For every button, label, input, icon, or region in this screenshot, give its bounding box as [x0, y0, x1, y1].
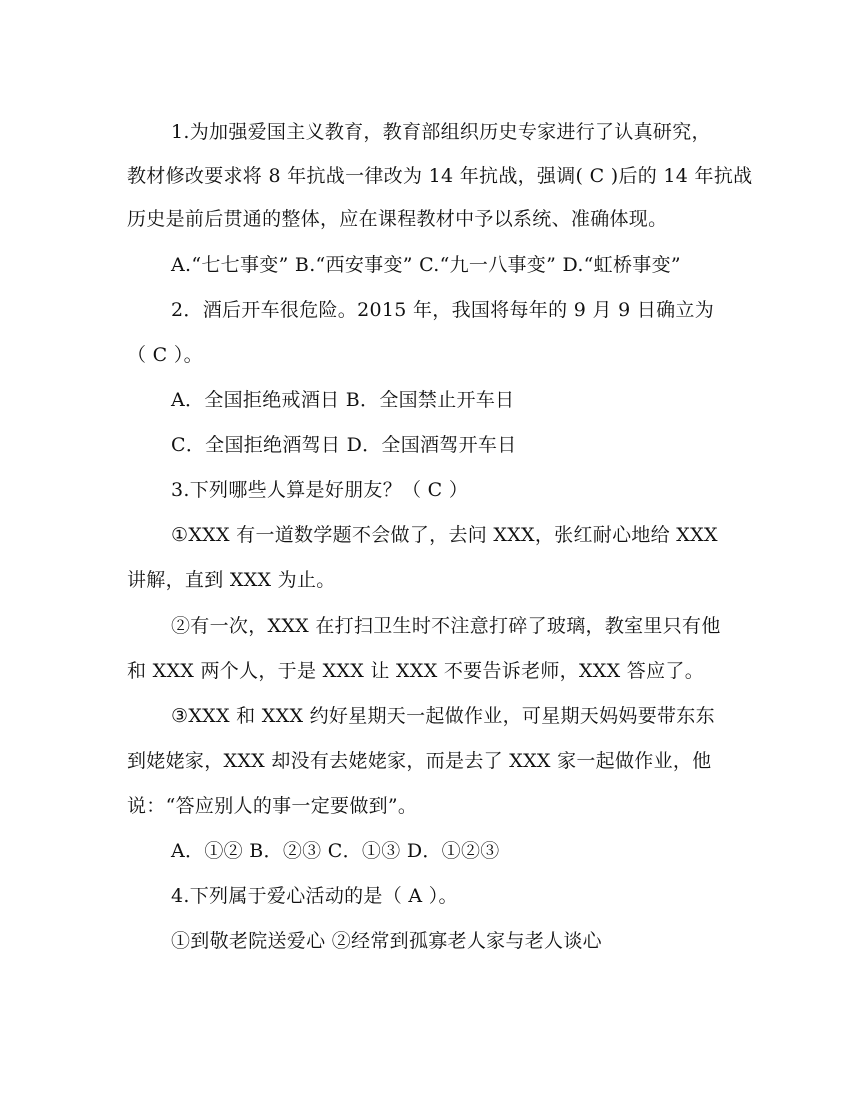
q3-item-2-line-2: 和 XXX 两个人，于是 XXX 让 XXX 不要告诉老师，XXX 答应了。	[127, 660, 704, 682]
q1-text-line-3: 历史是前后贯通的整体，应在课程教材中予以系统、准确体现。	[127, 208, 668, 230]
q3-question: 3.下列哪些人算是好朋友？（ C ）	[171, 479, 469, 501]
q2-options-line-2: C．全国拒绝酒驾日 D．全国酒驾开车日	[171, 434, 517, 456]
q2-text-line-1: 2．酒后开车很危险。2015 年，我国将每年的 9 月 9 日确立为	[171, 299, 715, 321]
q3-item-3-line-1: ③XXX 和 XXX 约好星期天一起做作业，可星期天妈妈要带东东	[171, 705, 715, 727]
q3-item-1-line-1: ①XXX 有一道数学题不会做了，去问 XXX，张红耐心地给 XXX	[171, 524, 718, 546]
q3-options: A．①② B．②③ C．①③ D．①②③	[171, 840, 500, 862]
q2-options-line-1: A．全国拒绝戒酒日 B．全国禁止开车日	[171, 389, 515, 411]
q4-question: 4.下列属于爱心活动的是（ A ）。	[171, 885, 458, 907]
q3-item-3-line-2: 到姥姥家，XXX 却没有去姥姥家，而是去了 XXX 家一起做作业，他	[127, 750, 712, 772]
q2-text-line-2: （ C ）。	[127, 344, 203, 366]
q1-text-line-1: 1.为加强爱国主义教育，教育部组织历史专家进行了认真研究，	[171, 121, 711, 143]
q1-text-line-2: 教材修改要求将 8 年抗战一律改为 14 年抗战，强调( C )后的 14 年抗战	[127, 165, 753, 187]
q1-options: A.“七七事变” B.“西安事变” C.“九一八事变” D.“虹桥事变”	[171, 254, 681, 276]
q4-items: ①到敬老院送爱心 ②经常到孤寡老人家与老人谈心	[171, 930, 602, 952]
q3-item-1-line-2: 讲解，直到 XXX 为止。	[127, 569, 336, 591]
q3-item-3-line-3: 说：“答应别人的事一定要做到”。	[127, 795, 418, 817]
q3-item-2-line-1: ②有一次，XXX 在打扫卫生时不注意打碎了玻璃，教室里只有他	[171, 615, 721, 637]
